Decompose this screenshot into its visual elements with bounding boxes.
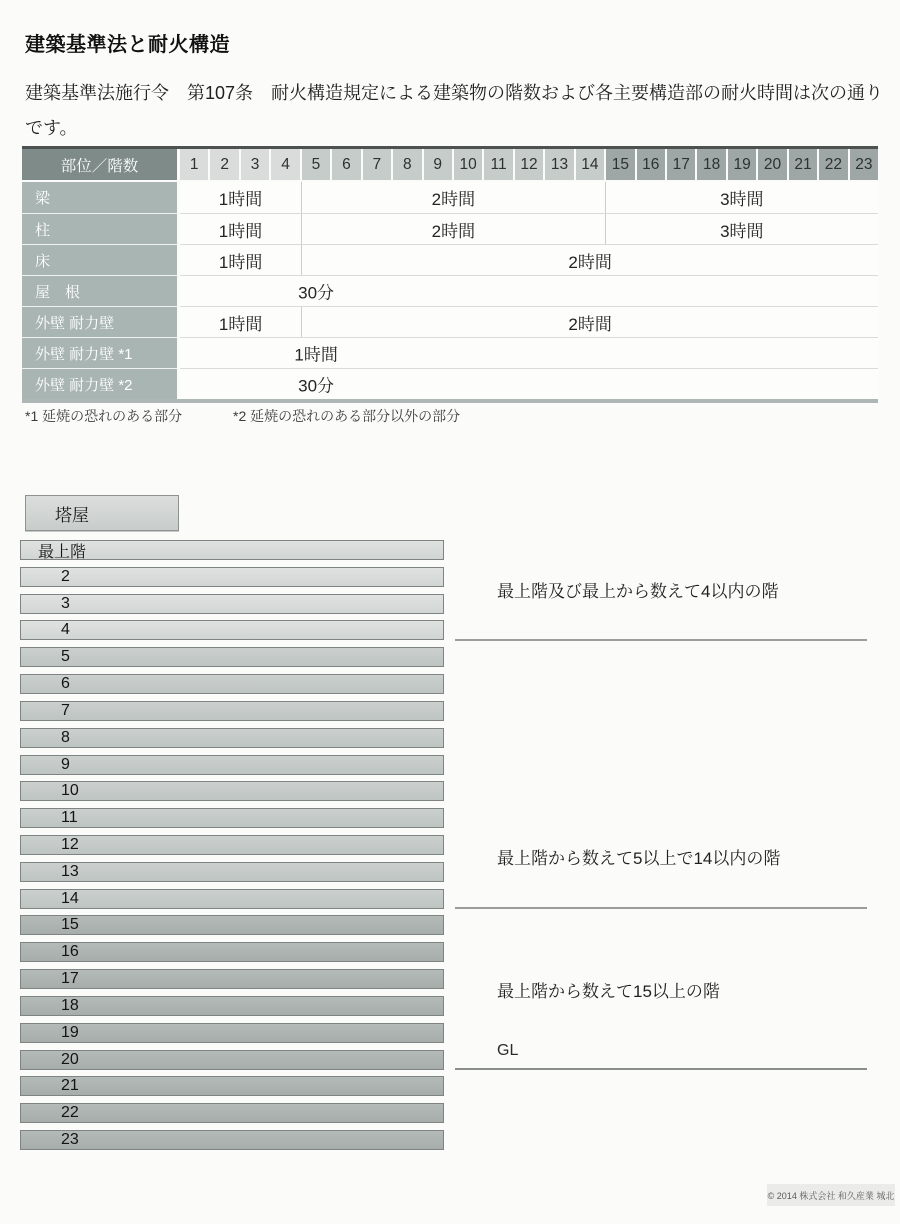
floor-header-cell-5: 5 [302,149,330,180]
ground-line [455,1068,867,1070]
floor-header-cell-9: 9 [424,149,452,180]
copyright-note: © 2014 株式会社 和久産業 城北 [767,1184,895,1206]
floor-header-cell-18: 18 [697,149,725,180]
duration-value: 30分 [298,376,335,396]
floor-header-cell-4: 4 [271,149,299,180]
table-header-row [22,149,878,180]
floor-bar-2: 2 [20,567,444,587]
ground-level-label: GL [497,1042,519,1059]
floor-header-cell-23: 23 [850,149,878,180]
duration-cell [180,307,302,337]
floor-header-cell-13: 13 [545,149,573,180]
annotation-bottom-group: 最上階から数えて15以上の階 [497,982,720,1001]
floor-header-cell-20: 20 [758,149,786,180]
floor-header-cell-6: 6 [332,149,360,180]
footnote-1: *1 延焼の恐れのある部分 [25,408,183,424]
row-cells [180,244,878,275]
floor-header-cell-3: 3 [241,149,269,180]
duration-cell [180,276,878,306]
floor-bar-13: 13 [20,862,444,882]
row-label: 梁 [22,182,177,213]
floor-bar-top: 最上階 [20,540,444,560]
floor-bar-19: 19 [20,1023,444,1043]
fire-resistance-table [22,146,878,403]
floor-header-cell-7: 7 [363,149,391,180]
floor-bar-6: 6 [20,674,444,694]
floor-header-cell-8: 8 [393,149,421,180]
floor-bar-16: 16 [20,942,444,962]
row-label: 柱 [22,213,177,244]
row-label: 外壁 耐力壁 *1 [22,337,177,368]
row-label: 床 [22,244,177,275]
floor-header-cell-19: 19 [728,149,756,180]
penthouse-box: 塔屋 [25,495,179,531]
duration-cell [180,369,878,399]
floor-header-cell-1: 1 [180,149,208,180]
floor-bar-8: 8 [20,728,444,748]
row-cells [180,213,878,244]
table-row [22,368,878,399]
row-cells [180,368,878,399]
floor-header-cell-15: 15 [606,149,634,180]
table-corner-label: 部位／階数 [22,149,177,180]
row-label: 屋 根 [22,275,177,306]
duration-cell [302,182,606,213]
duration-value: 2時間 [431,190,476,209]
table-row [22,306,878,337]
duration-cell [606,214,878,244]
duration-cell [180,338,878,368]
intro-line-2: です。 [25,118,78,138]
floor-bar-17: 17 [20,969,444,989]
divider-line-2 [455,907,867,909]
floor-header-cell-12: 12 [515,149,543,180]
duration-value: 1時間 [218,190,263,209]
row-label: 外壁 耐力壁 *2 [22,368,177,399]
duration-value: 1時間 [294,345,338,365]
floor-header-cell-22: 22 [819,149,847,180]
row-cells [180,182,878,213]
page-title: 建築基準法と耐火構造 [25,34,230,56]
floor-header-cells [180,149,878,180]
intro-paragraph [25,76,885,146]
floor-bar-5: 5 [20,647,444,667]
duration-cell [180,214,302,244]
table-row [22,182,878,213]
duration-value: 1時間 [218,314,263,334]
fire-table-body [22,182,878,399]
duration-cell [180,245,302,275]
annotation-top-group: 最上階及び最上から数えて4以内の階 [497,582,779,601]
floor-header-cell-16: 16 [637,149,665,180]
table-row [22,244,878,275]
duration-value: 3時間 [720,190,764,209]
floor-bar-18: 18 [20,996,444,1016]
floor-bar-3: 3 [20,594,444,614]
floor-header-cell-17: 17 [667,149,695,180]
table-row [22,337,878,368]
floor-bar-21: 21 [20,1076,444,1096]
floor-bar-14: 14 [20,889,444,909]
floor-header-cell-11: 11 [484,149,512,180]
table-row [22,213,878,244]
floor-bar-12: 12 [20,835,444,855]
floor-bar-15: 15 [20,915,444,935]
floor-bar-7: 7 [20,701,444,721]
footnote-2: *2 延焼の恐れのある部分以外の部分 [233,408,461,424]
floor-bar-20: 20 [20,1050,444,1070]
duration-cell [606,182,878,213]
duration-value: 3時間 [720,221,764,241]
duration-cell [302,307,878,337]
floor-bar-4: 4 [20,620,444,640]
row-label: 外壁 耐力壁 [22,306,177,337]
duration-value: 2時間 [568,314,612,334]
row-cells [180,275,878,306]
duration-cell [180,182,302,213]
floor-bar-22: 22 [20,1103,444,1123]
duration-value: 2時間 [431,221,476,241]
floor-header-cell-21: 21 [789,149,817,180]
duration-value: 2時間 [568,252,612,272]
floor-bar-9: 9 [20,755,444,775]
duration-cell [302,245,878,275]
floor-header-cell-2: 2 [210,149,238,180]
duration-cell [302,214,606,244]
duration-value: 1時間 [218,252,263,272]
table-row [22,275,878,306]
floor-header-cell-14: 14 [576,149,604,180]
floor-header-cell-10: 10 [454,149,482,180]
row-cells [180,306,878,337]
intro-line-1: 建築基準法施行令 第107条 耐火構造規定による建築物の階数および各主要構造部の耐火時間は次の通り [25,83,884,103]
duration-value: 30分 [298,283,335,303]
divider-line-1 [455,639,867,641]
row-cells [180,337,878,368]
floor-bar-11: 11 [20,808,444,828]
duration-value: 1時間 [218,221,263,241]
annotation-middle-group: 最上階から数えて5以上で14以内の階 [497,849,781,868]
floor-bar-23: 23 [20,1130,444,1150]
floor-bar-10: 10 [20,781,444,801]
